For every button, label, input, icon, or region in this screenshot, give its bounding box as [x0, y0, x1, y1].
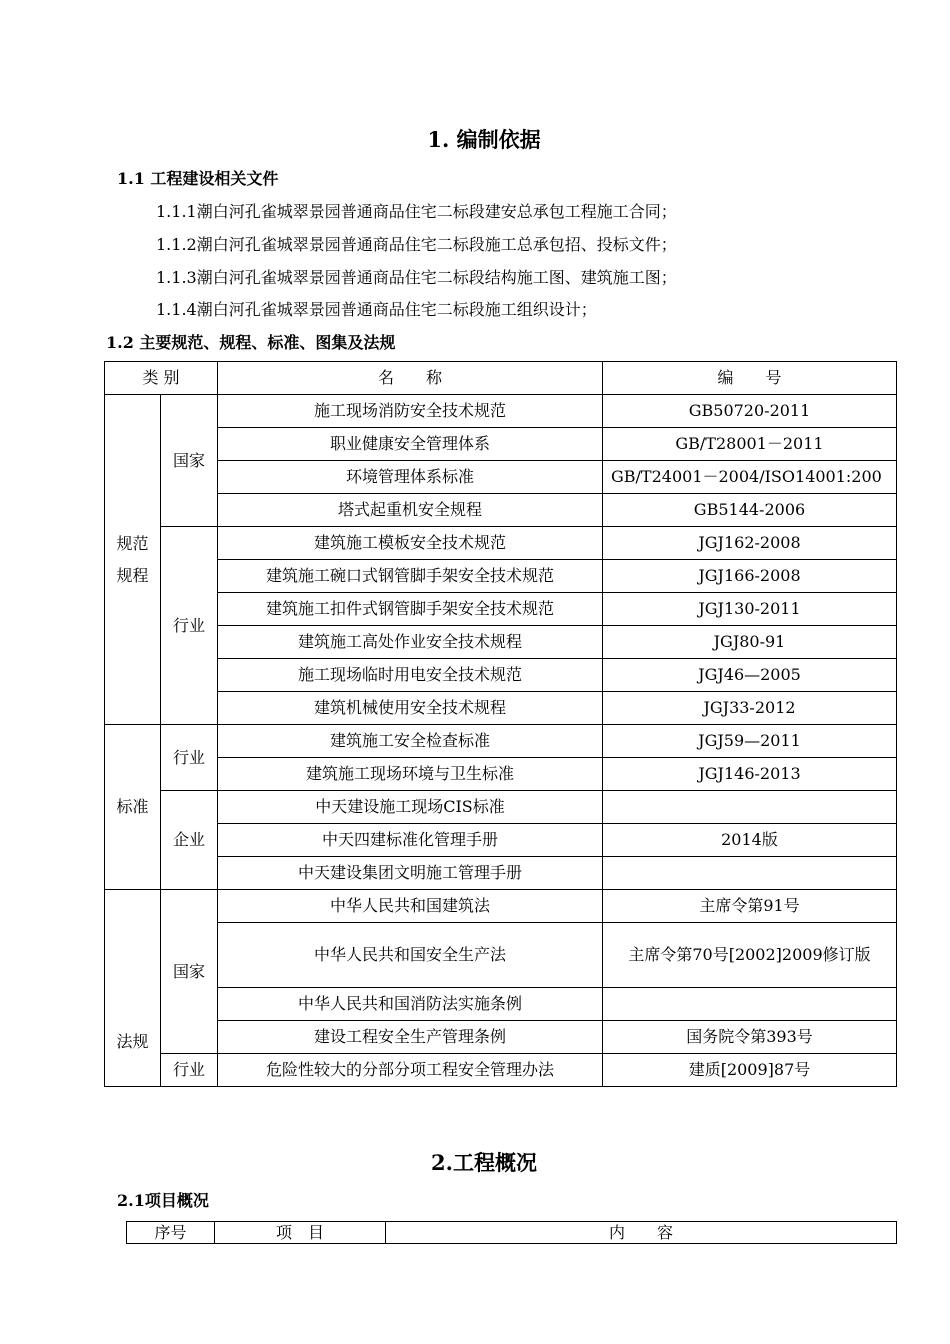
row-code: JGJ80-91 — [603, 626, 897, 659]
row-code: JGJ130-2011 — [603, 593, 897, 626]
level-qiye: 企业 — [161, 791, 218, 890]
row-name: 中华人民共和国建筑法 — [218, 890, 603, 923]
table-row — [105, 890, 897, 923]
row-code: 建质[2009]87号 — [603, 1054, 897, 1087]
table-row — [105, 1054, 897, 1087]
row-code: 国务院令第393号 — [603, 1021, 897, 1054]
table-header-row — [127, 1222, 897, 1244]
table-row — [105, 923, 897, 988]
row-name: 危险性较大的分部分项工程安全管理办法 — [218, 1054, 603, 1087]
basis-item-2: 1.1.2潮白河孔雀城翠景园普通商品住宅二标段施工总承包招、投标文件； — [156, 235, 677, 254]
header-item: 项 目 — [215, 1222, 386, 1244]
standards-table — [104, 361, 897, 1087]
table-row — [105, 1021, 897, 1054]
table-row — [105, 626, 897, 659]
row-code: JGJ166-2008 — [603, 560, 897, 593]
row-name: 塔式起重机安全规程 — [218, 494, 603, 527]
row-code: 2014版 — [603, 824, 897, 857]
row-name: 建筑施工模板安全技术规范 — [218, 527, 603, 560]
row-name: 中天四建标准化管理手册 — [218, 824, 603, 857]
table-row — [105, 395, 897, 428]
row-code — [603, 857, 897, 890]
table-row — [105, 725, 897, 758]
row-code: JGJ59—2011 — [603, 725, 897, 758]
level-hangye-3: 行业 — [161, 1054, 218, 1087]
row-name: 中华人民共和国消防法实施条例 — [218, 988, 603, 1021]
project-overview-table — [126, 1221, 897, 1244]
section-2-title: 2.工程概况 — [431, 1150, 537, 1175]
row-code: 主席令第91号 — [603, 890, 897, 923]
table-row — [105, 428, 897, 461]
row-name: 建筑施工扣件式钢管脚手架安全技术规范 — [218, 593, 603, 626]
row-name: 建设工程安全生产管理条例 — [218, 1021, 603, 1054]
level-guojia-2: 国家 — [161, 890, 218, 1054]
level-hangye-1: 行业 — [161, 527, 218, 725]
row-name: 中天建设施工现场CIS标准 — [218, 791, 603, 824]
table-row — [105, 527, 897, 560]
row-code: JGJ146-2013 — [603, 758, 897, 791]
table-row — [105, 692, 897, 725]
table-row — [105, 758, 897, 791]
basis-item-4: 1.1.4潮白河孔雀城翠景园普通商品住宅二标段施工组织设计； — [156, 300, 597, 319]
row-code — [603, 791, 897, 824]
row-code — [603, 988, 897, 1021]
row-name: 施工现场消防安全技术规范 — [218, 395, 603, 428]
table-row — [105, 659, 897, 692]
table-header-row — [105, 362, 897, 395]
row-name: 建筑施工现场环境与卫生标准 — [218, 758, 603, 791]
row-name: 建筑施工高处作业安全技术规程 — [218, 626, 603, 659]
row-code: GB50720-2011 — [603, 395, 897, 428]
header-index: 序号 — [127, 1222, 215, 1244]
row-name: 中天建设集团文明施工管理手册 — [218, 857, 603, 890]
group-fagui: 法规 — [105, 890, 161, 1087]
row-name: 环境管理体系标准 — [218, 461, 603, 494]
row-code: JGJ46—2005 — [603, 659, 897, 692]
subsection-1-2-title: 1.2 主要规范、规程、标准、图集及法规 — [106, 333, 396, 352]
subsection-1-1-title: 1.1 工程建设相关文件 — [117, 169, 279, 188]
header-content: 内 容 — [386, 1222, 897, 1244]
table-row — [105, 988, 897, 1021]
level-guojia-1: 国家 — [161, 395, 218, 527]
header-category: 类 别 — [105, 362, 218, 395]
row-code: 主席令第70号[2002]2009修订版 — [603, 923, 897, 988]
row-code: JGJ162-2008 — [603, 527, 897, 560]
group-biaozhun: 标准 — [105, 725, 161, 890]
group-guifan: 规范规程 — [105, 395, 161, 725]
table-row — [105, 593, 897, 626]
table-row — [105, 560, 897, 593]
row-code: GB/T24001－2004/ISO14001:200 — [603, 461, 897, 494]
table-row — [105, 494, 897, 527]
basis-item-3: 1.1.3潮白河孔雀城翠景园普通商品住宅二标段结构施工图、建筑施工图； — [156, 268, 677, 287]
row-code: GB/T28001－2011 — [603, 428, 897, 461]
level-hangye-2: 行业 — [161, 725, 218, 791]
row-name: 建筑施工安全检查标准 — [218, 725, 603, 758]
basis-item-1: 1.1.1潮白河孔雀城翠景园普通商品住宅二标段建安总承包工程施工合同； — [156, 202, 677, 221]
row-name: 建筑机械使用安全技术规程 — [218, 692, 603, 725]
row-name: 中华人民共和国安全生产法 — [218, 923, 603, 988]
section-1-title: 1. 编制依据 — [427, 127, 541, 152]
table-row — [105, 461, 897, 494]
table-row — [105, 791, 897, 824]
row-code: GB5144-2006 — [603, 494, 897, 527]
table-row — [105, 824, 897, 857]
table-row — [105, 857, 897, 890]
header-code: 编 号 — [603, 362, 897, 395]
row-code: JGJ33-2012 — [603, 692, 897, 725]
row-name: 建筑施工碗口式钢管脚手架安全技术规范 — [218, 560, 603, 593]
subsection-2-1-title: 2.1项目概况 — [117, 1191, 209, 1210]
header-name: 名 称 — [218, 362, 603, 395]
row-name: 施工现场临时用电安全技术规范 — [218, 659, 603, 692]
row-name: 职业健康安全管理体系 — [218, 428, 603, 461]
